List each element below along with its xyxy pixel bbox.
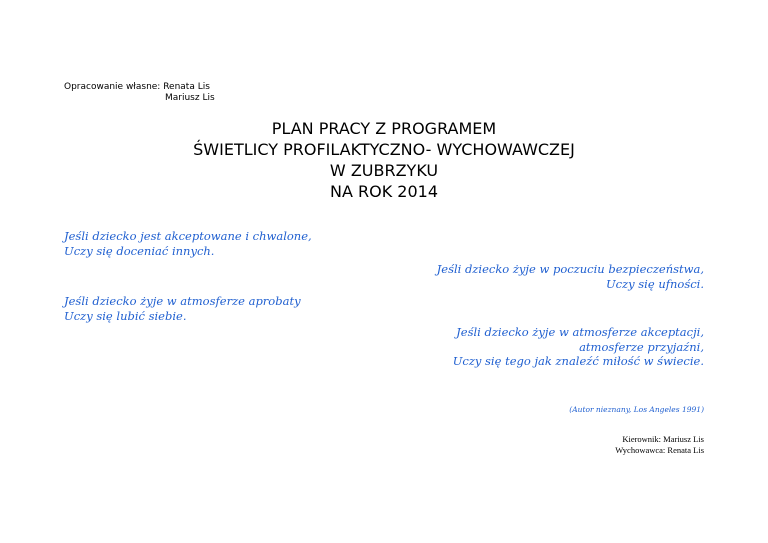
- quote-4-line-2: atmosferze przyjaźni,: [579, 339, 704, 354]
- quote-1: [64, 229, 312, 258]
- staff-block: [615, 434, 704, 455]
- quote-1-line-1: Jeśli dziecko jest akceptowane i chwalone,: [64, 229, 312, 243]
- author-line-2: Mariusz Lis: [165, 93, 215, 103]
- quote-source: (Autor nieznany, Los Angeles 1991): [569, 405, 704, 414]
- title-line-4: NA ROK 2014: [329, 182, 438, 201]
- title-line-2: ŚWIETLICY PROFILAKTYCZNO- WYCHOWAWCZEJ: [193, 140, 575, 159]
- quote-3-line-2: Uczy się lubić siebie.: [64, 308, 187, 323]
- document-title: [0, 118, 768, 202]
- title-line-1: PLAN PRACY Z PROGRAMEM: [271, 119, 497, 138]
- author-credit: [64, 82, 215, 104]
- quote-4: [453, 325, 704, 369]
- quote-3-line-1: Jeśli dziecko żyje w atmosferze aprobaty: [64, 294, 301, 308]
- quote-4-line-1: Jeśli dziecko żyje w atmosferze akceptacji,: [456, 325, 704, 339]
- staff-educator: Wychowawca: Renata Lis: [615, 444, 704, 455]
- quote-3: [64, 294, 301, 323]
- quote-2-line-1: Jeśli dziecko żyje w poczuciu bezpieczeństwa,: [436, 262, 704, 276]
- quote-4-line-3: Uczy się tego jak znaleźć miłość w świecie.: [452, 354, 704, 368]
- quote-2-line-2: Uczy się ufności.: [605, 276, 704, 291]
- title-line-3: W ZUBRZYKU: [329, 161, 439, 180]
- quote-1-line-2: Uczy się doceniać innych.: [64, 243, 215, 258]
- staff-manager: Kierownik: Mariusz Lis: [622, 434, 704, 444]
- author-line-1: Opracowanie własne: Renata Lis: [64, 82, 210, 92]
- quote-2: [437, 262, 704, 291]
